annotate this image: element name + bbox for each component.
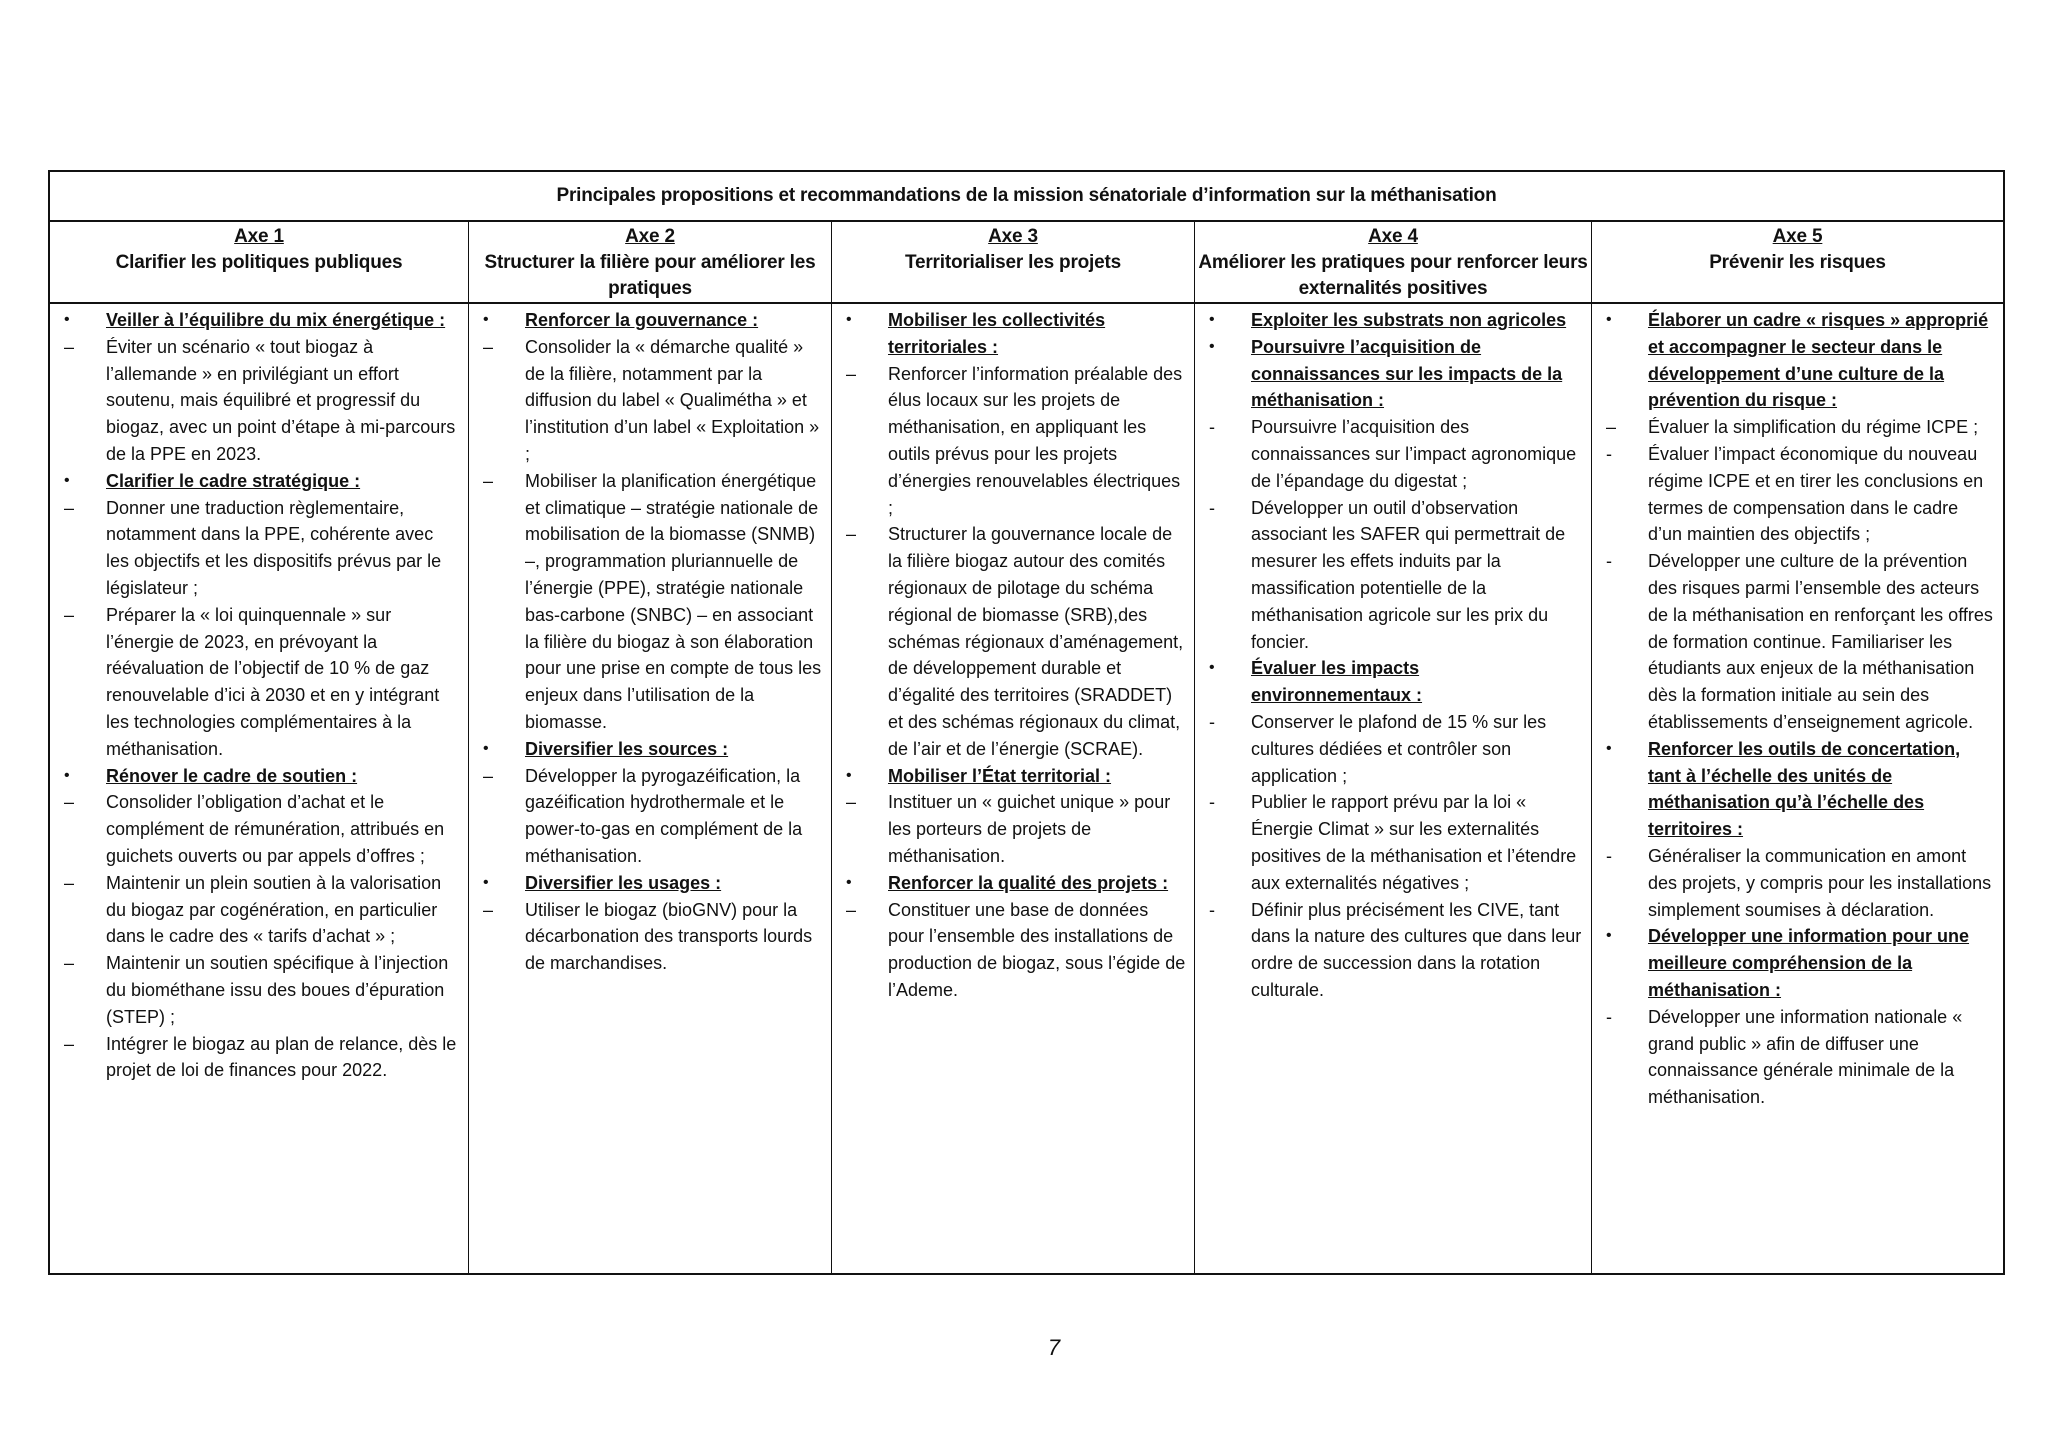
item-text: Constituer une base de données pour l’ensemble des installations de production de biogaz, sous l’égide de l’Ademe.	[888, 899, 1186, 1000]
dash-icon: –	[483, 765, 494, 786]
recommendation-item	[58, 950, 460, 1030]
axe-number: Axe 5	[1772, 226, 1823, 247]
item-text: Développer la pyrogazéification, la gazéification hydrothermale et le power-to-gas en complément de la méthanisation.	[525, 765, 803, 866]
item-text: Consolider la « démarche qualité » de la filière, notamment par la diffusion du label « Qualimétha » et l’institution d’un label « Exploitation » ;	[525, 336, 820, 464]
recommendation-item	[840, 789, 1186, 869]
recommendation-item	[477, 897, 823, 977]
bullet-icon: •	[483, 873, 489, 891]
axe-title: Structurer la filière pour améliorer les pratiques	[484, 252, 816, 299]
item-text: Utiliser le biogaz (bioGNV) pour la décarbonation des transports lourds de marchandises.	[525, 899, 813, 974]
bullet-icon: •	[1209, 659, 1215, 677]
column-body-axe-5	[1592, 304, 2003, 1273]
item-text: Exploiter les substrats non agricoles	[1251, 310, 1567, 330]
dash-icon: -	[1606, 845, 1612, 866]
dash-icon: –	[1606, 417, 1617, 438]
bullet-icon: •	[846, 873, 852, 891]
recommendation-heading	[477, 307, 823, 334]
recommendation-item	[58, 495, 460, 602]
recommendation-item	[840, 897, 1186, 1004]
recommendation-item	[1203, 495, 1583, 656]
dash-icon: –	[483, 336, 494, 357]
dash-icon: -	[1606, 551, 1612, 572]
item-text: Poursuivre l’acquisition de connaissances sur les impacts de la méthanisation :	[1251, 336, 1563, 411]
recommendation-item	[1203, 789, 1583, 896]
recommendation-item	[1203, 709, 1583, 789]
dash-icon: -	[1209, 792, 1215, 813]
bullet-icon: •	[1606, 927, 1612, 945]
recommendation-item	[1600, 843, 1995, 923]
item-text: Développer un outil d’observation associant les SAFER qui permettrait de mesurer les effets induits par la massification potentielle de la méthanisation agricole sur les prix du foncier.	[1251, 497, 1566, 652]
item-text: Intégrer le biogaz au plan de relance, dès le projet de loi de finances pour 2022.	[106, 1033, 457, 1081]
dash-icon: -	[1209, 711, 1215, 732]
bullet-icon: •	[846, 311, 852, 328]
dash-icon: –	[64, 336, 75, 357]
dash-icon: -	[1606, 443, 1612, 464]
recommendation-heading	[840, 307, 1186, 361]
recommendation-heading	[840, 870, 1186, 897]
recommendation-item	[840, 521, 1186, 762]
bullet-icon: •	[1209, 311, 1215, 328]
recommendation-item	[840, 361, 1186, 522]
item-text: Renforcer la gouvernance :	[525, 310, 759, 330]
recommendation-heading	[58, 468, 460, 495]
recommendation-heading	[1600, 736, 1995, 843]
item-text: Donner une traduction règlementaire, notamment dans la PPE, cohérente avec les objectifs et les dispositifs prévus par le législateur ;	[106, 497, 442, 598]
recommendation-item	[58, 334, 460, 468]
item-text: Évaluer les impacts environnementaux :	[1251, 658, 1423, 706]
column-body-axe-3	[832, 304, 1195, 1273]
column-body-axe-4	[1195, 304, 1592, 1273]
table-title: Principales propositions et recommandations de la mission sénatoriale d’information sur la méthanisation	[50, 172, 2003, 222]
recommendation-item	[1600, 414, 1995, 441]
bullet-icon: •	[483, 311, 489, 328]
dash-icon: –	[64, 792, 75, 813]
item-text: Structurer la gouvernance locale de la filière biogaz autour des comités régionaux de pilotage du schéma régional de biomasse (SRB),des schémas régionaux d’aménagement, de développement durable et d’égalité des territoires (SRADDET) et des schémas régionaux du climat, de l’air et de l’énergie (SCRAE).	[888, 524, 1184, 759]
item-text: Évaluer l’impact économique du nouveau régime ICPE et en tirer les conclusions en termes de compensation dans le cadre d’un maintien des objectifs ;	[1648, 443, 1984, 545]
item-text: Évaluer la simplification du régime ICPE ;	[1648, 417, 1979, 438]
page-number: 7	[1047, 1335, 1061, 1360]
recommendation-item	[58, 870, 460, 950]
item-text: Maintenir un plein soutien à la valorisation du biogaz par cogénération, en particulier dans le cadre des « tarifs d’achat » ;	[106, 872, 442, 947]
dash-icon: –	[64, 872, 75, 893]
item-text: Renforcer les outils de concertation, tant à l’échelle des unités de méthanisation qu’à l’échelle des territoires :	[1648, 738, 1961, 840]
column-body-axe-2	[469, 304, 832, 1273]
recommendation-item	[477, 468, 823, 736]
recommendation-item	[1600, 441, 1995, 548]
item-text: Instituer un « guichet unique » pour les porteurs de projets de méthanisation.	[888, 792, 1171, 866]
axe-title: Clarifier les politiques publiques	[115, 252, 403, 273]
axe-number: Axe 2	[625, 226, 675, 247]
recommendation-item	[477, 763, 823, 870]
recommendation-heading	[477, 736, 823, 763]
item-text: Mobiliser la planification énergétique et climatique – stratégie nationale de mobilisation de la biomasse (SNMB) –, programmation pluriannuelle de l’énergie (PPE), stratégie nationale bas-carbone (SNBC) – en associant la filière du biogaz à son élaboration pour une prise en compte de tous les enjeux dans l’utilisation de la biomasse.	[525, 470, 822, 732]
dash-icon: –	[483, 470, 494, 491]
recommendation-heading	[58, 763, 460, 790]
item-text-suffix: :	[1770, 979, 1782, 1000]
dash-icon: –	[846, 524, 857, 545]
dash-icon: -	[1209, 899, 1215, 920]
dash-icon: –	[64, 497, 75, 518]
item-text: Éviter un scénario « tout biogaz à l’allemande » en privilégiant un effort soutenu, mais équilibré et progressif du biogaz, avec un point d’étape à mi-parcours de la PPE en 2023.	[106, 336, 456, 464]
axe-number: Axe 3	[988, 226, 1038, 247]
item-text: Publier le rapport prévu par la loi « Énergie Climat » sur les externalités positives de la méthanisation et l’étendre aux externalités négatives ;	[1251, 792, 1577, 893]
item-text: Élaborer un cadre « risques » approprié et accompagner le secteur dans le développement d’une culture de la prévention du risque :	[1648, 310, 1989, 411]
axe-number: Axe 1	[234, 226, 284, 247]
dash-icon: -	[1209, 497, 1215, 518]
item-text: Mobiliser les collectivités territoriales :	[888, 310, 1106, 357]
item-text: Conserver le plafond de 15 % sur les cultures dédiées et contrôler son application ;	[1251, 711, 1547, 786]
item-text: Renforcer la qualité des projets :	[888, 872, 1169, 893]
recommendation-heading	[1203, 655, 1583, 709]
item-text: Mobiliser l’État territorial :	[888, 765, 1112, 786]
dash-icon: –	[846, 792, 857, 813]
recommendation-heading	[58, 307, 460, 334]
item-text: Développer une information nationale « grand public » afin de diffuser une connaissance générale minimale de la méthanisation.	[1648, 1006, 1963, 1108]
recommendation-heading	[1600, 307, 1995, 414]
item-text: Diversifier les usages :	[525, 872, 722, 893]
bullet-icon: •	[64, 766, 70, 784]
recommendation-heading	[477, 870, 823, 897]
item-text: Maintenir un soutien spécifique à l’injection du biométhane issu des boues d’épuration (STEP) ;	[106, 953, 449, 1027]
axe-title: Prévenir les risques	[1709, 252, 1886, 273]
item-text: Développer une information pour une meilleure compréhension de la méthanisation	[1648, 926, 1970, 1000]
dash-icon: -	[1606, 1006, 1612, 1027]
item-text: Rénover le cadre de soutien :	[106, 765, 358, 786]
bullet-icon: •	[64, 471, 70, 489]
item-text: Veiller à l’équilibre du mix énergétique :	[106, 310, 446, 330]
recommendations-table	[48, 170, 2005, 1275]
recommendation-item	[477, 334, 823, 468]
item-text: Développer une culture de la prévention des risques parmi l’ensemble des acteurs de la méthanisation en renforçant les offres de formation continue. Familiariser les étudiants aux enjeux de la méthanisation dès la formation initiale au sein des établissements d’enseignement agricole.	[1648, 551, 1993, 732]
bullet-icon: •	[1606, 739, 1612, 757]
axe-title: Améliorer les pratiques pour renforcer leurs externalités positives	[1198, 252, 1588, 299]
recommendation-item	[1203, 414, 1583, 494]
recommendation-item	[58, 1031, 460, 1085]
bullet-icon: •	[1209, 337, 1215, 355]
dash-icon: -	[1209, 417, 1215, 438]
bullet-icon: •	[483, 739, 489, 757]
dash-icon: –	[64, 604, 75, 625]
column-header-axe-4	[1195, 222, 1592, 304]
dash-icon: –	[64, 1033, 75, 1054]
axe-title: Territorialiser les projets	[904, 252, 1121, 273]
column-body-axe-1	[50, 304, 469, 1273]
item-text: Diversifier les sources :	[525, 738, 729, 759]
axe-number: Axe 4	[1368, 226, 1418, 247]
dash-icon: –	[846, 899, 857, 920]
dash-icon: –	[64, 953, 75, 974]
recommendation-heading	[840, 763, 1186, 790]
item-text: Clarifier le cadre stratégique :	[106, 470, 361, 491]
column-header-axe-1	[50, 222, 469, 304]
item-text: Définir plus précisément les CIVE, tant dans la nature des cultures que dans leur ordre de succession dans la rotation culturale.	[1251, 899, 1582, 1000]
item-text: Poursuivre l’acquisition des connaissances sur l’impact agronomique de l’épandage du digestat ;	[1251, 417, 1577, 491]
recommendation-item	[1600, 548, 1995, 736]
column-header-axe-3	[832, 222, 1195, 304]
item-text: Préparer la « loi quinquennale » sur l’énergie de 2023, en prévoyant la réévaluation de l’objectif de 10 % de gaz renouvelable d’ici à 2030 et en y intégrant les technologies complémentaires à la méthanisation.	[106, 604, 440, 759]
column-header-axe-5	[1592, 222, 2003, 304]
item-text: Renforcer l’information préalable des élus locaux sur les projets de méthanisation, en appliquant les outils prévus pour les projets d’énergies renouvelables électriques ;	[888, 363, 1183, 518]
dash-icon: –	[483, 899, 494, 920]
bullet-icon: •	[1606, 311, 1612, 328]
recommendation-item	[58, 789, 460, 869]
recommendation-item	[1600, 1004, 1995, 1111]
column-header-axe-2	[469, 222, 832, 304]
bullet-icon: •	[846, 766, 852, 784]
dash-icon: –	[846, 363, 857, 384]
recommendation-heading	[1600, 923, 1995, 1003]
bullet-icon: •	[64, 311, 70, 328]
recommendation-item	[1203, 897, 1583, 1004]
recommendation-heading	[1203, 334, 1583, 414]
recommendation-heading	[1203, 307, 1583, 334]
item-text: Généraliser la communication en amont des projets, y compris pour les installations simplement soumises à déclaration.	[1648, 845, 1992, 920]
recommendation-item	[58, 602, 460, 763]
item-text: Consolider l’obligation d’achat et le complément de rémunération, attribués en guichets ouverts ou par appels d’offres ;	[106, 792, 445, 866]
